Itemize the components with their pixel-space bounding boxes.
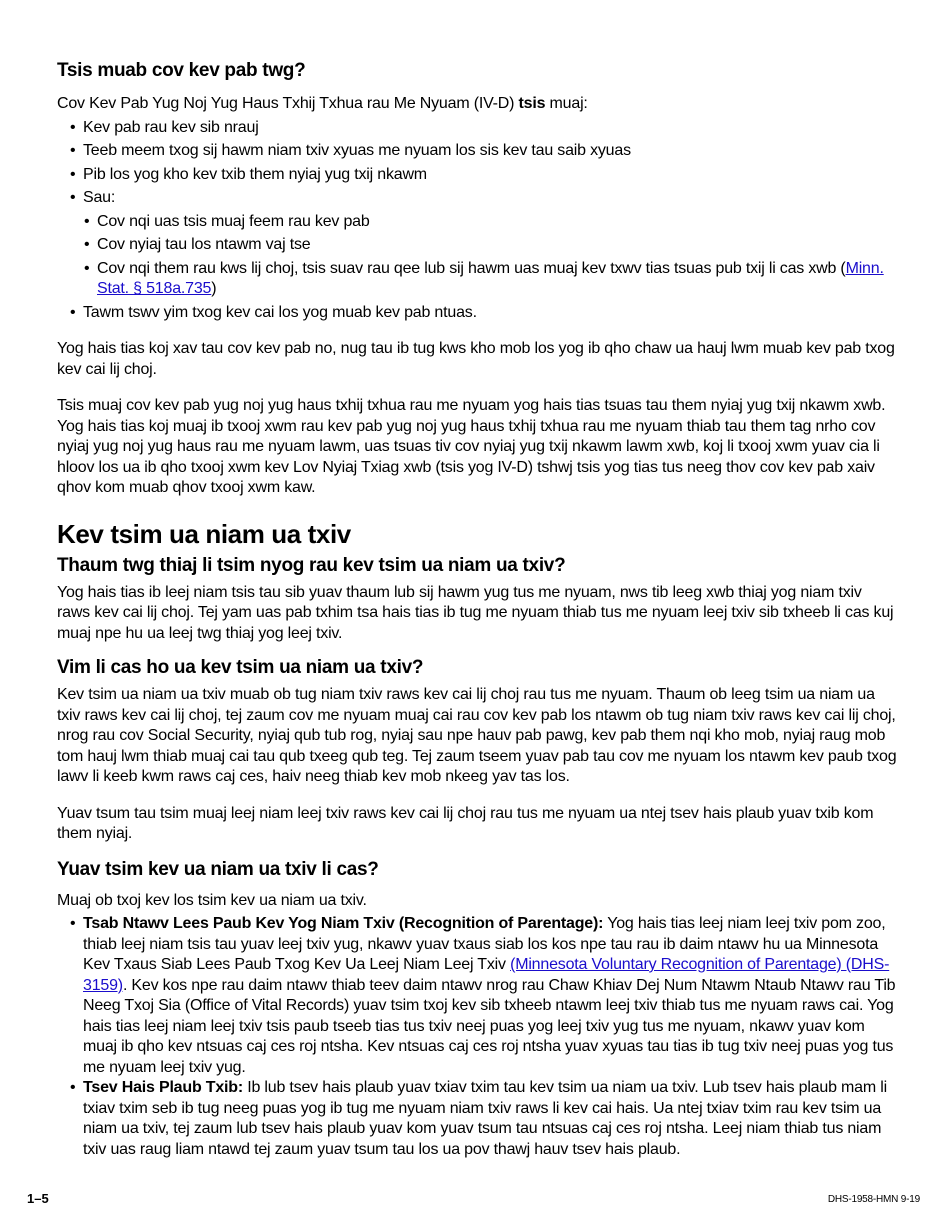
paragraph: Yog hais tias koj xav tau cov kev pab no, nug tau ib tug kws kho mob los yog ib qho chaw ua hauj lwm muab kev pab txog kev cai lij choj. <box>57 340 895 378</box>
sub-list-item-text: Cov nqi them rau kws lij choj, tsis suav rau qee lub sij hawm uas muaj kev txwv tias tsuas pub txij li cas xwb ( <box>97 259 846 277</box>
list-item: • Kev pab rau kev sib nrauj <box>57 118 897 139</box>
intro-bold: tsis <box>518 95 546 112</box>
section-heading-parentage: Kev tsim ua niam ua txiv <box>57 518 351 549</box>
subheading-why-establish: Vim li cas ho ua kev tsim ua niam ua txiv? <box>57 657 424 678</box>
item-text: Yog hais tias leej niam leej txiv pom zoo, thiab leej niam tsis tau yuav leej txiv yug, nkawv yuav txaus siab los kos npe tau rau ib daim ntawv hu ua Minnesota Kev Txaus Siab Lees Paub Txog Kev Ua Leej Niam Leej Txiv <box>83 915 886 973</box>
intro-paragraph <box>57 94 897 115</box>
paragraph: Tsis muaj cov kev pab yug noj yug haus txhij txhua rau me nyuam yog hais tias tsuas tau them nyiaj yug txij nkawm xwb. Yog hais tias koj muaj ib txooj xwm rau kev pab yug noj yug haus txhij txhua rau me nyuam thiab tau them tag nrho cov nyiaj yug noj yug haus rau me nyuam lawm, uas tsuas tiv cov nyiaj yug txij nkawm lawm xwb, koj li txooj xwm yuav cia li hloov los ua ib qho txooj xwm kev Lov Nyiaj Txiag xwb (tsis yog IV-D) tshwj tsis yog tias tus neeg thov cov kev pab xaiv qhov kom muab qhov txooj xwm kaw. <box>57 397 886 496</box>
paragraph: Yuav tsum tau tsim muaj leej niam leej txiv raws kev cai lij choj rau tus me nyuam ua ntej tsev hais plaub yuav txib kom them nyiaj. <box>57 804 874 842</box>
subheading-how-establish: Yuav tsim kev ua niam ua txiv li cas? <box>57 858 379 880</box>
section-heading-services-not-provided: Tsis muab cov kev pab twg? <box>57 60 306 81</box>
list-item: • Pib los yog kho kev txib them nyiaj yug txij nkawm <box>57 165 897 186</box>
sub-list <box>83 212 897 300</box>
paragraph: Yog hais tias ib leej niam tsis tau sib yuav thaum lub sij hawm yug tus me nyuam, nws tib leeg xwb thiaj yog niam txiv raws kev cai lij choj. Tej yam uas pab txhim tsa hais tias ib tug me nyuam thiab tus me nyuam leej txiv sib txheeb li cas kuj muaj npe hu ua leej twg thiaj yog leej txiv. <box>57 583 894 642</box>
form-id: DHS-1958-HMN 9-19 <box>827 1194 920 1205</box>
list-item <box>57 188 897 300</box>
list-item: • Tawm tswv yim txog kev cai los yog muab kev pab ntuas. <box>57 303 897 324</box>
sub-list-item: • Cov nqi uas tsis muaj feem rau kev pab <box>83 212 897 233</box>
sub-list-item <box>83 259 897 300</box>
list-item-label: Sau: <box>83 189 116 206</box>
not-provided-list <box>57 118 897 324</box>
statute-link[interactable]: Minn. Stat. § 518a.735 <box>97 259 884 297</box>
sub-list-item-suffix: ) <box>211 280 217 297</box>
page-content <box>57 60 897 1160</box>
item-text: . Kev kos npe rau daim ntawv thiab teev daim ntawv nrog rau Chaw Khiav Dej Num Ntawm Ntaub Ntawv rau Tib Neeg Txoj Sia (Office of Vital Records) yuav tsim txoj kev sib txheeb ntawm leej txiv thiab tus me nyuam raws cai. Yog hais tias leej niam leej txiv tsis paub tseeb tias tus txiv neej puas yog leej txiv yug tus me nyuam, nkawv yuav kom muaj ib qho kev ntsuas caj ces roj ntsha. Kev ntsuas caj ces roj ntsha yuav xyuas tau tias ib tug txiv neej puas yog tus me nyuam leej txiv yug. <box>83 976 896 1076</box>
methods-list <box>57 914 897 1160</box>
paragraph: Muaj ob txoj kev los tsim kev ua niam ua txiv. <box>57 891 367 909</box>
item-text: Ib lub tsev hais plaub yuav txiav txim tau kev tsim ua niam ua txiv. Lub tsev hais plaub mam li txiav txim seb ib tug neeg puas yog ib tug me nyuam niam txiv raws li kev cai hais. Ua ntej txiav txim rau kev tsim ua niam ua txiv, tej zaum lub tsev hais plaub yuav kom yuav tsum tau ntsuas caj ces roj ntsha. Leej niam thiab tus niam txiv uas raug liam ntawd tej zaum yuav tsum tau los ua pov thawj hauv tsev hais plaub. <box>83 1079 887 1158</box>
page-number: 1–5 <box>27 1191 49 1206</box>
subheading-when-eligible: Thaum twg thiaj li tsim nyog rau kev tsim ua niam ua txiv? <box>57 554 566 576</box>
list-item-court-order <box>57 1078 897 1160</box>
intro-prefix: Cov Kev Pab Yug Noj Yug Haus Txhij Txhua rau Me Nyuam (IV-D) <box>57 95 519 112</box>
sub-list-item: • Cov nyiaj tau los ntawm vaj tse <box>83 235 897 256</box>
item-bold-title: Tsev Hais Plaub Txib: <box>83 1079 243 1096</box>
form-link-dhs-3159[interactable]: (Minnesota Voluntary Recognition of Parentage) (DHS-3159) <box>83 956 890 994</box>
item-bold-title: Tsab Ntawv Lees Paub Kev Yog Niam Txiv (Recognition of Parentage): <box>83 915 604 932</box>
list-item: • Teeb meem txog sij hawm niam txiv xyuas me nyuam los sis kev tau saib xyuas <box>57 141 897 162</box>
paragraph: Kev tsim ua niam ua txiv muab ob tug niam txiv raws kev cai lij choj rau tus me nyuam. Thaum ob leeg tsim ua niam ua txiv raws kev cai lij choj, tej zaum cov me nyuam muaj cai rau cov kev pab los ntawm ob tug niam txiv raws kev cai lij choj, nrog rau cov Social Security, nyiaj qub tub rog, nyiaj sau npe hauv pab pawg, kev pab them nqi kho mob, nyiaj raug mob tom hauj lwm thiab muaj cai tau qub txeeg qub teg. Tej zaum tseem yuav pab tau cov me nyuam los ntawm kev paub txog lawv li keeb kwm raws caj ces, haiv neeg thiab kev mob nkeeg yav tas los. <box>57 686 897 785</box>
intro-suffix: muaj: <box>545 95 588 112</box>
list-item-recognition <box>57 914 897 1078</box>
